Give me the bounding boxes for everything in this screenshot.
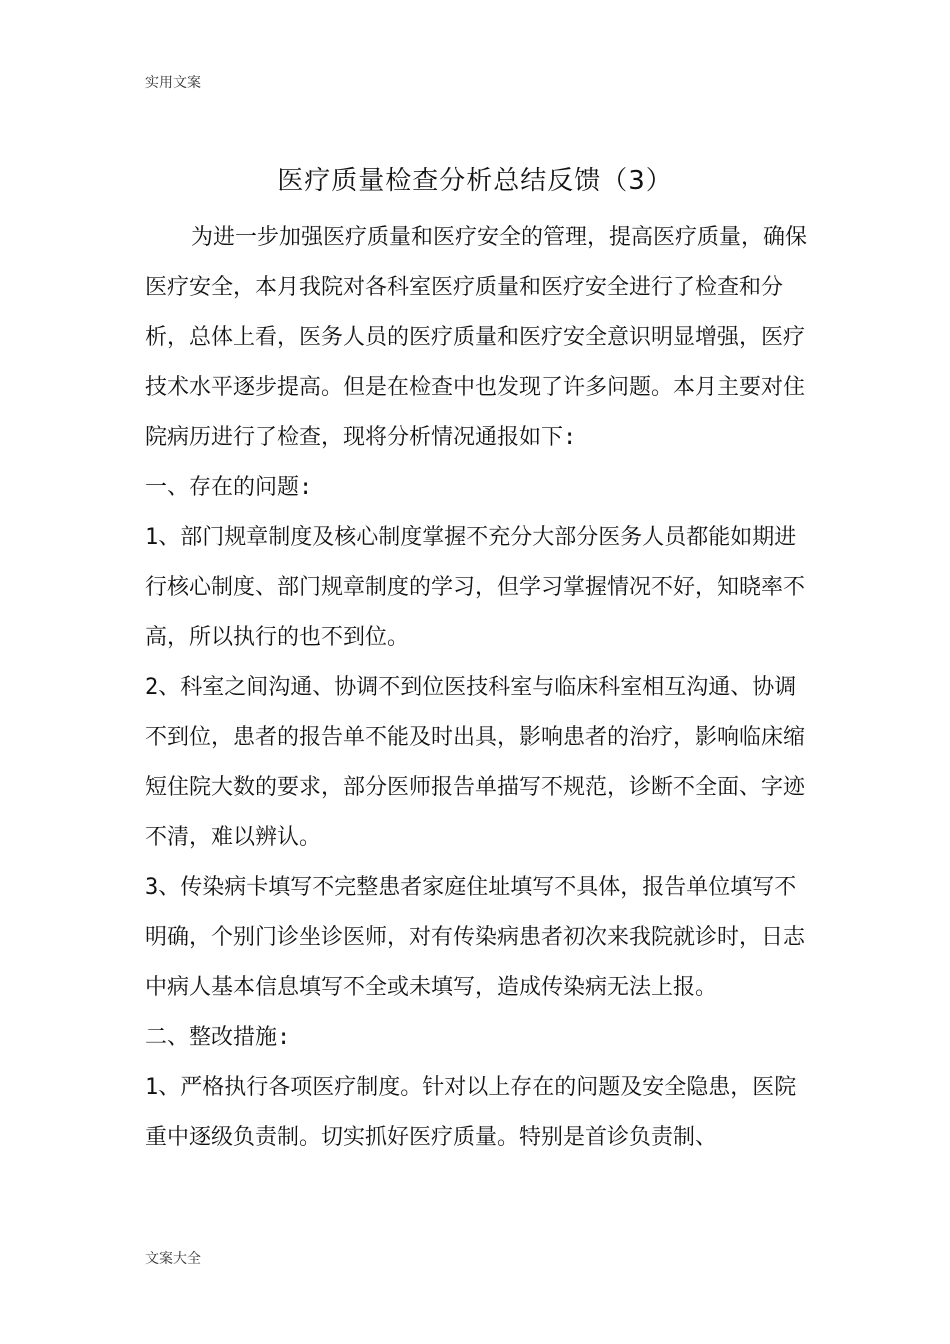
problem-item-2: 2、科室之间沟通、协调不到位医技科室与临床科室相互沟通、协调不到位，患者的报告单不能及时出具，影响患者的治疗，影响临床缩短住院大数的要求，部分医师报告单描写不规范，诊断不全面、字迹不清，难以辨认。 [145, 675, 806, 850]
page-header: 实用文案 [145, 75, 201, 91]
section-heading-problems: 一、存在的问题: [145, 475, 313, 500]
page-footer: 文案大全 [145, 1251, 201, 1267]
measure-item-1: 1、严格执行各项医疗制度。针对以上存在的问题及安全隐患，医院重中逐级负责制。切实抓好医疗质量。特别是首诊负责制、 [145, 1075, 797, 1150]
problem-item-3: 3、传染病卡填写不完整患者家庭住址填写不具体，报告单位填写不明确，个别门诊坐诊医师，对有传染病患者初次来我院就诊时，日志中病人基本信息填写不全或未填写，造成传染病无法上报。 [145, 875, 806, 1000]
problem-item-1: 1、部门规章制度及核心制度掌握不充分大部分医务人员都能如期进行核心制度、部门规章制度的学习，但学习掌握情况不好，知晓率不高，所以执行的也不到位。 [145, 525, 806, 650]
section-heading-measures: 二、整改措施: [145, 1025, 291, 1050]
document-body [145, 213, 815, 1163]
document-title: 医疗质量检查分析总结反馈（3） [277, 166, 673, 196]
intro-paragraph: 为进一步加强医疗质量和医疗安全的管理，提高医疗质量，确保医疗安全，本月我院对各科室医疗质量和医疗安全进行了检查和分析，总体上看，医务人员的医疗质量和医疗安全意识明显增强，医疗技术水平逐步提高。但是在检查中也发现了许多问题。本月主要对住院病历进行了检查，现将分析情况通报如下: [145, 225, 808, 450]
